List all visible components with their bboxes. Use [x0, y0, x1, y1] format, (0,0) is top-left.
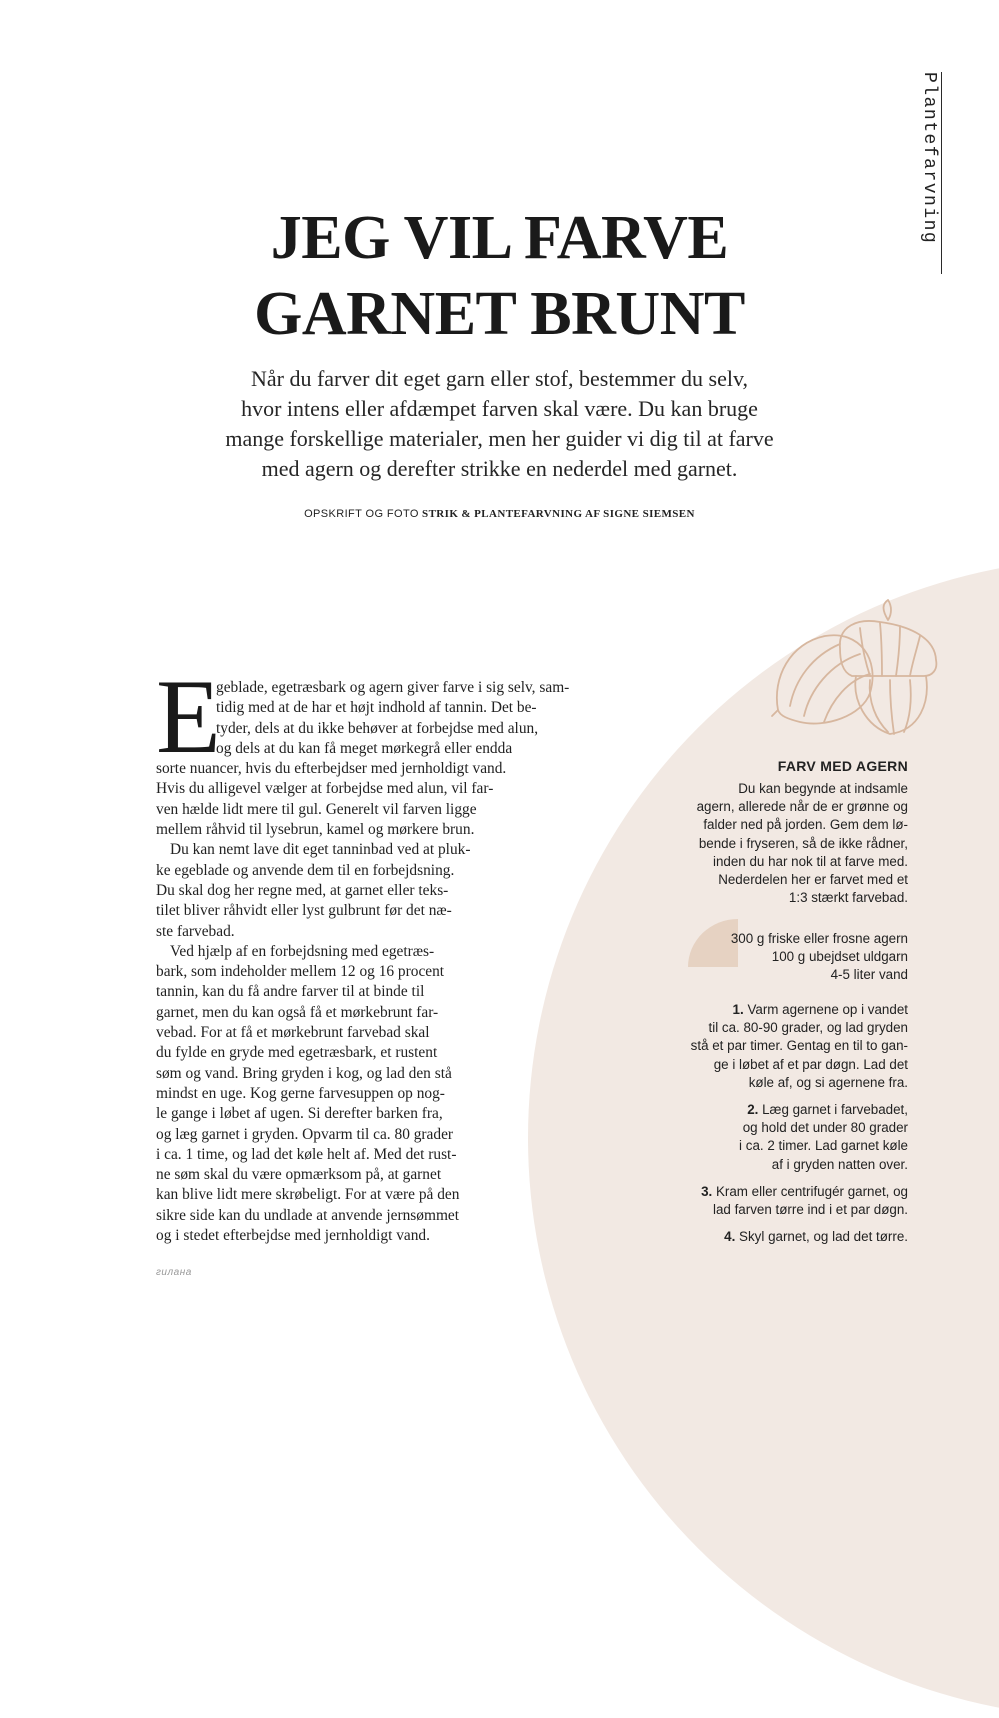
body-line: sikre side kan du undlade at anvende jernsømmet [156, 1206, 460, 1224]
body-line: tidig med at de har et højt indhold af tannin. Det be- [216, 699, 537, 717]
body-line: du fylde en gryde med egetræsbark, et rustent [156, 1044, 438, 1062]
step-line: Skyl garnet, og lad det tørre. [739, 1229, 908, 1245]
step-line: Kram eller centrifugér garnet, og [715, 1183, 908, 1199]
byline-name: STRIK & PLANTEFARVNING AF SIGNE SIEMSEN [422, 508, 695, 520]
body-line: mellem råhvid til lysebrun, kamel og mørkere brun. [156, 821, 475, 839]
page-title [0, 200, 999, 352]
step-line: Læg garnet i farvebadet, [762, 1102, 908, 1118]
lead-line: med agern og derefter strikke en nederdel med garnet. [261, 456, 738, 481]
body-line: Hvis du alligevel vælger at forbejdse med alun, vil far- [156, 780, 494, 798]
body-line: Du skal dog her regne med, at garnet eller teks- [156, 881, 449, 899]
body-line: le gange i løbet af ugen. Si derefter barken fra, [156, 1105, 443, 1123]
body-line: og dels at du kan få meget mørkegrå eller endda [216, 739, 513, 757]
step-line: lad farven tørre ind i et par døgn. [712, 1202, 908, 1218]
ingredient: 100 g ubejdset uldgarn [771, 949, 908, 965]
ingredient: 300 g friske eller frosne agern [730, 931, 908, 946]
step-number: 1. [732, 1002, 744, 1017]
recipe-intro-line: 1:3 stærkt farvebad. [788, 890, 908, 906]
byline [0, 508, 999, 520]
ingredient: 4-5 liter vand [830, 967, 908, 983]
ingredients-list [731, 930, 908, 985]
step-line: og hold det under 80 grader [742, 1120, 908, 1136]
lead-paragraph [150, 364, 849, 484]
page-footer: гилана [156, 1267, 192, 1278]
step-line: til ca. 80-90 grader, og lad gryden [708, 1020, 908, 1036]
lead-line: mange forskellige materialer, men her guider vi dig til at farve [225, 426, 774, 451]
body-line: ste farvebad. [156, 922, 235, 940]
step-line: af i gryden natten over. [771, 1156, 908, 1172]
body-line: søm og vand. Bring gryden i kog, og lad den stå [156, 1064, 452, 1082]
body-line: og i stedet efterbejdse med jernholdigt vand. [156, 1227, 430, 1245]
steps-list [691, 1001, 908, 1255]
step-line: ge i løbet af et par døgn. Lad det [713, 1056, 908, 1072]
step-line: køle af, og si agernene fra. [748, 1074, 908, 1090]
section-label: Plantefarvning [919, 72, 939, 245]
recipe-intro-line: falder ned på jorden. Gem dem lø- [703, 817, 908, 833]
title-line: JEG VIL FARVE [270, 204, 729, 272]
step [691, 1101, 908, 1174]
step-line: Varm agernene op i vandet [747, 1002, 908, 1017]
body-line: vebad. For at få et mørkebrunt farvebad skal [156, 1024, 430, 1042]
recipe-intro-line: bende i fryseren, så de ikke rådner, [698, 835, 908, 851]
step [691, 1183, 908, 1219]
step-number: 4. [724, 1229, 736, 1245]
step-line: stå et par timer. Gentag en til to gan- [690, 1038, 908, 1054]
step-number: 3. [701, 1183, 713, 1199]
body-line: bark, som indeholder mellem 12 og 16 procent [156, 963, 445, 981]
step-line: i ca. 2 timer. Lad garnet køle [739, 1138, 908, 1154]
body-line: Du kan nemt lave dit eget tanninbad ved at pluk- [170, 841, 471, 859]
body-line: ke egeblade og anvende dem til en forbejdsning. [156, 861, 455, 879]
recipe-intro-line: agern, allerede når de er grønne og [696, 799, 908, 815]
body-line: kan blive lidt mere skrøbeligt. For at være på den [156, 1186, 460, 1204]
body-line: garnet, men du kan også få et mørkebrunt far- [156, 1003, 439, 1021]
recipe-intro-line: Du kan begynde at indsamle [738, 781, 908, 796]
drop-cap: E [156, 658, 221, 775]
recipe-intro-line: Nederdelen her er farvet med et [718, 872, 908, 888]
body-line: tannin, kan du få andre farver til at binde til [156, 983, 425, 1001]
recipe-heading: FARV MED AGERN [777, 758, 908, 774]
recipe-box [588, 758, 908, 1245]
lead-line: Når du farver dit eget garn eller stof, bestemmer du selv, [250, 366, 749, 391]
acorn-icon [770, 598, 942, 740]
body-line: og læg garnet i gryden. Opvarm til ca. 80 grader [156, 1125, 454, 1143]
recipe-intro-line: inden du har nok til at farve med. [712, 853, 908, 869]
title-line: GARNET BRUNT [254, 280, 745, 348]
body-line: Ved hjælp af en forbejdsning med egetræs- [170, 942, 435, 960]
body-text [156, 678, 569, 1246]
byline-prefix: OPSKRIFT OG FOTO [304, 508, 419, 520]
body-line: ne søm skal du være opmærksom på, at garnet [156, 1166, 442, 1184]
body-line: ven hælde lidt mere til gul. Generelt vil farven ligge [156, 800, 477, 818]
body-line: tyder, dels at du ikke behøver at forbejdse med alun, [216, 719, 539, 737]
body-line: sorte nuancer, hvis du efterbejdser med jernholdigt vand. [156, 760, 507, 778]
body-line: i ca. 1 time, og lad det køle helt af. Med det rust- [156, 1145, 457, 1163]
step [691, 1001, 908, 1092]
recipe-intro [588, 780, 908, 907]
body-line: geblade, egetræsbark og agern giver farve i sig selv, sam- [216, 679, 570, 696]
body-line: mindst en uge. Kog gerne farvesuppen op nog- [156, 1084, 445, 1102]
body-line: tilet bliver råhvidt eller lyst gulbrunt før det næ- [156, 902, 452, 920]
step [691, 1228, 908, 1246]
lead-line: hvor intens eller afdæmpet farven skal være. Du kan bruge [241, 396, 758, 421]
step-number: 2. [747, 1102, 759, 1118]
